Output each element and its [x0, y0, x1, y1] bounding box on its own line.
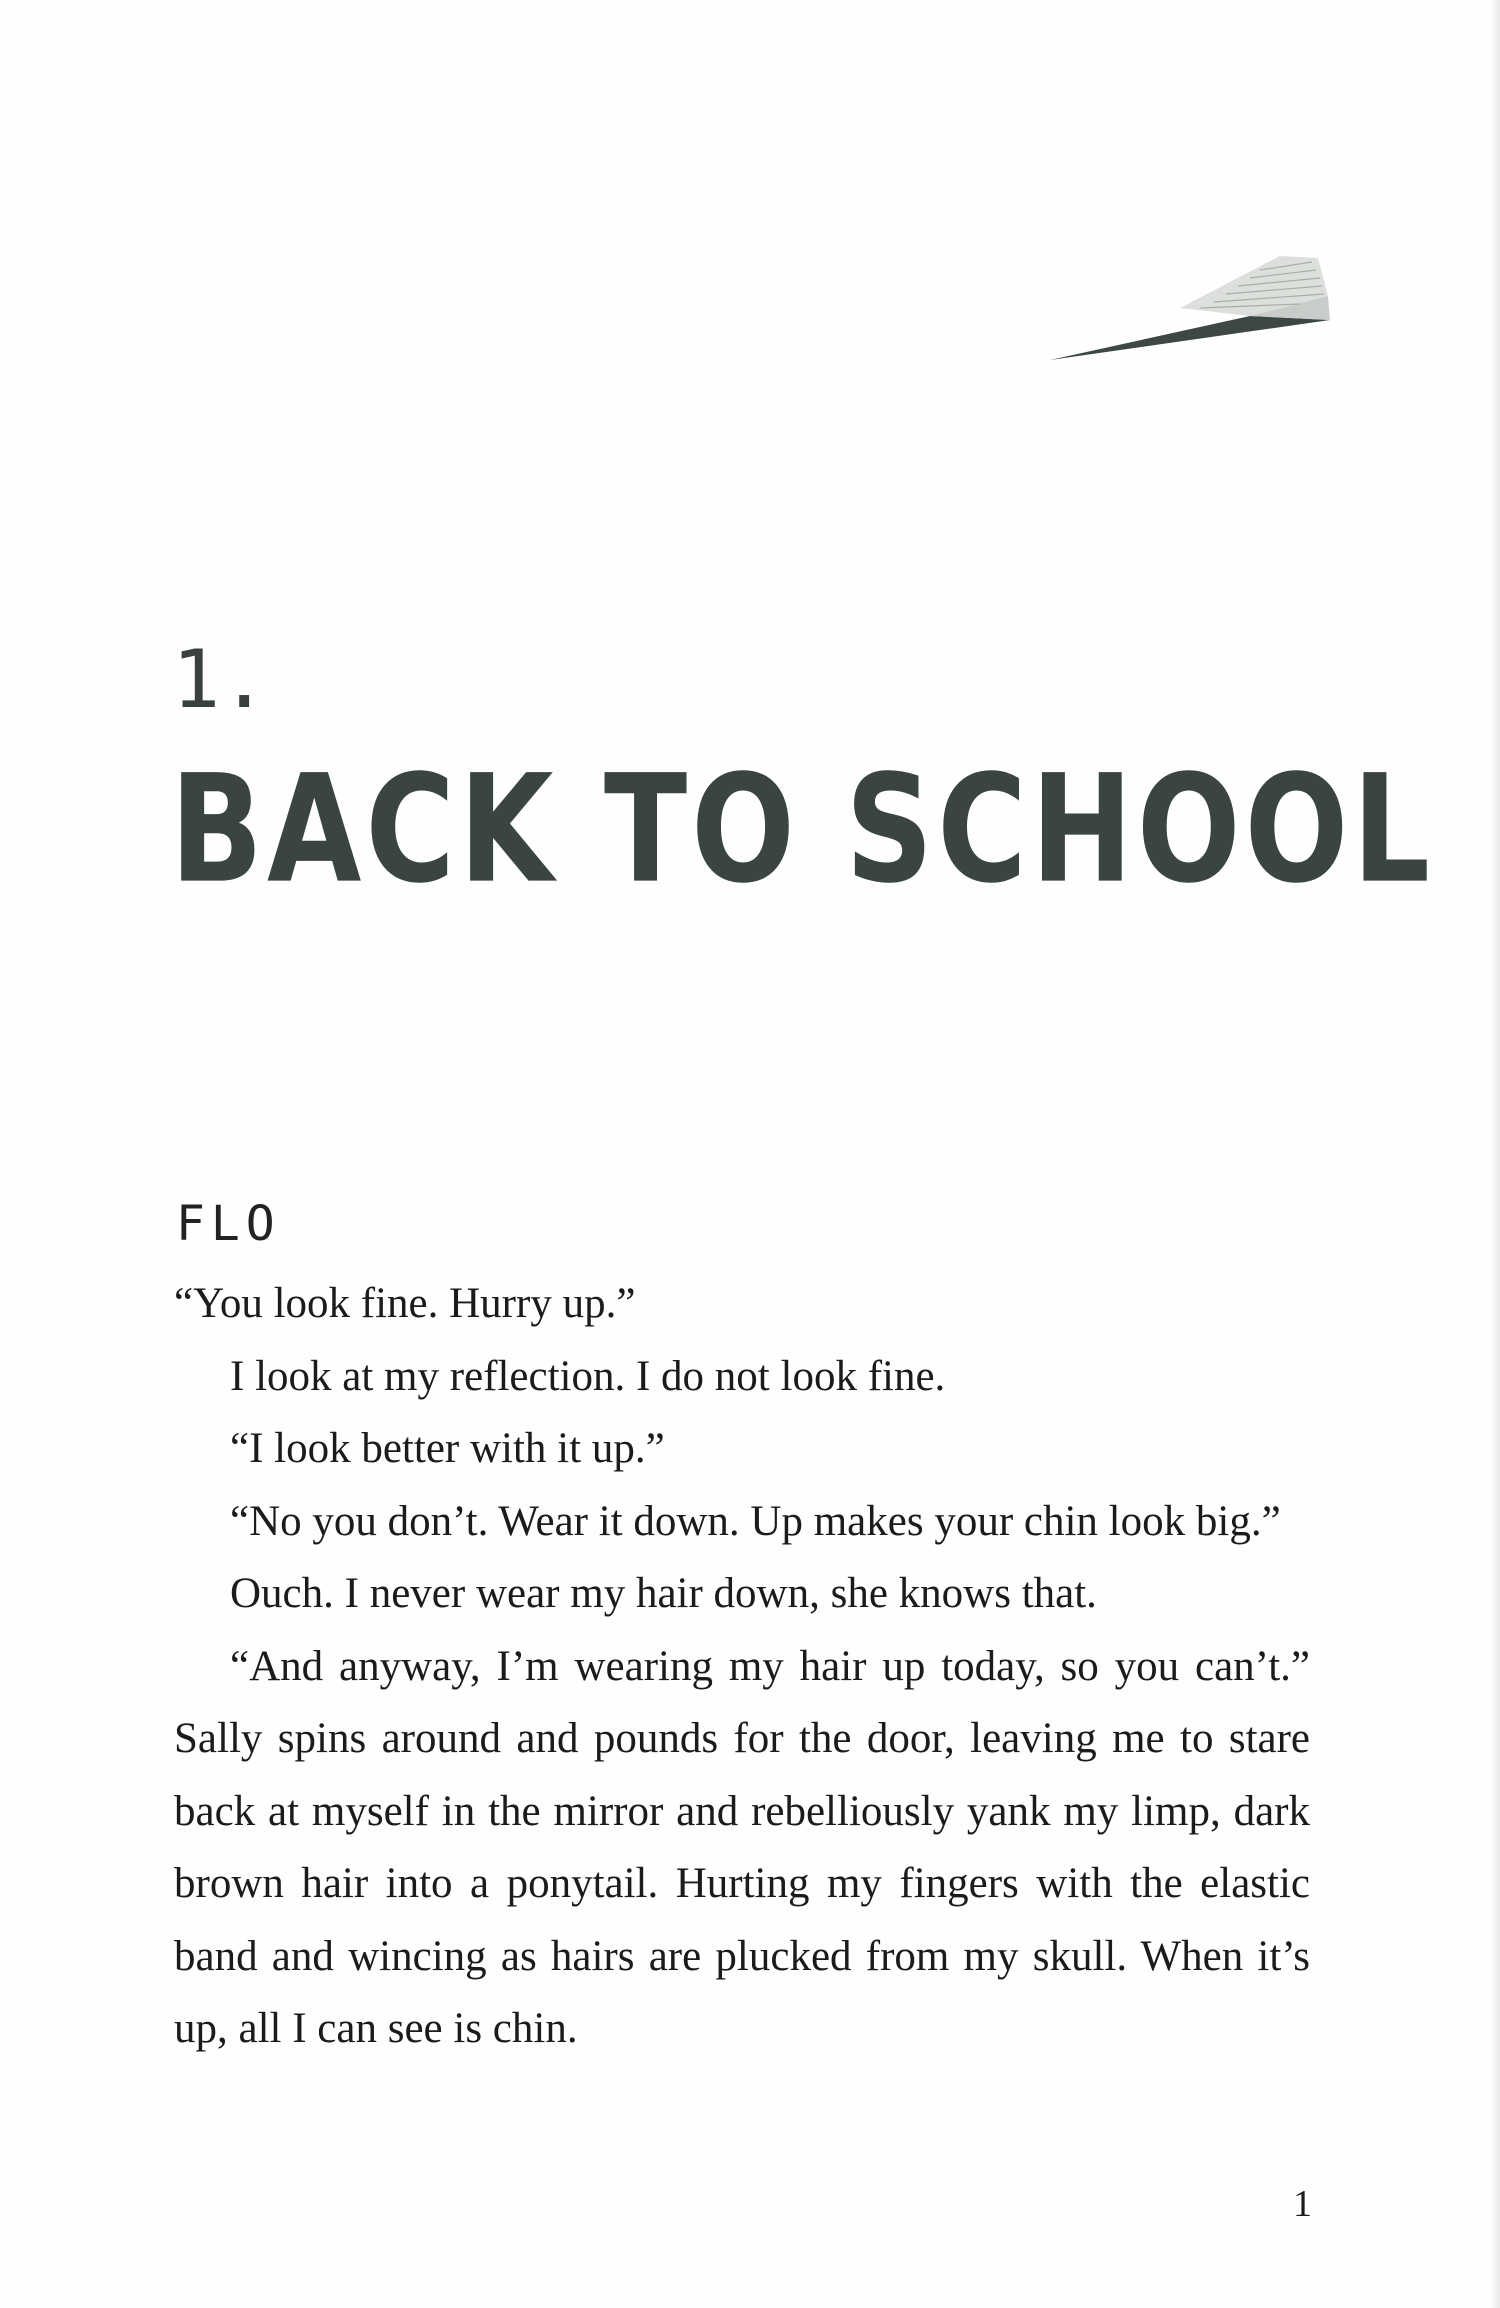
paragraph: “I look better with it up.” — [230, 1425, 665, 1472]
chapter-title: BACK TO SCHOOL — [170, 742, 1435, 917]
page-number: 1 — [1293, 2183, 1312, 2225]
scan-edge-shadow — [1492, 0, 1500, 2308]
paragraph: “No you don’t. Wear it down. Up makes your chin look big.” — [230, 1497, 1281, 1545]
speaker-heading: FLO — [176, 1196, 281, 1252]
paragraph: I look at my reflection. I do not look fine. — [230, 1352, 946, 1400]
chapter-number: 1. — [172, 633, 269, 726]
paragraph: “And anyway, I’m wearing my hair up today, so you can’t.” Sally spins around and pounds for the door, leaving me to stare back at myself in the mirror and rebelliously yank my limp, dark brown hair into a ponytail. Hurting my fingers with the elastic band and wincing as hairs are plucked from my skull. When it’s up, all I can see is chin. — [174, 1642, 1310, 2052]
paragraph: Ouch. I never wear my hair down, she knows that. — [230, 1570, 1097, 1617]
paragraph: “You look fine. Hurry up.” — [174, 1280, 636, 1327]
body-text — [174, 1268, 1310, 2066]
paper-plane-icon — [1050, 248, 1330, 368]
